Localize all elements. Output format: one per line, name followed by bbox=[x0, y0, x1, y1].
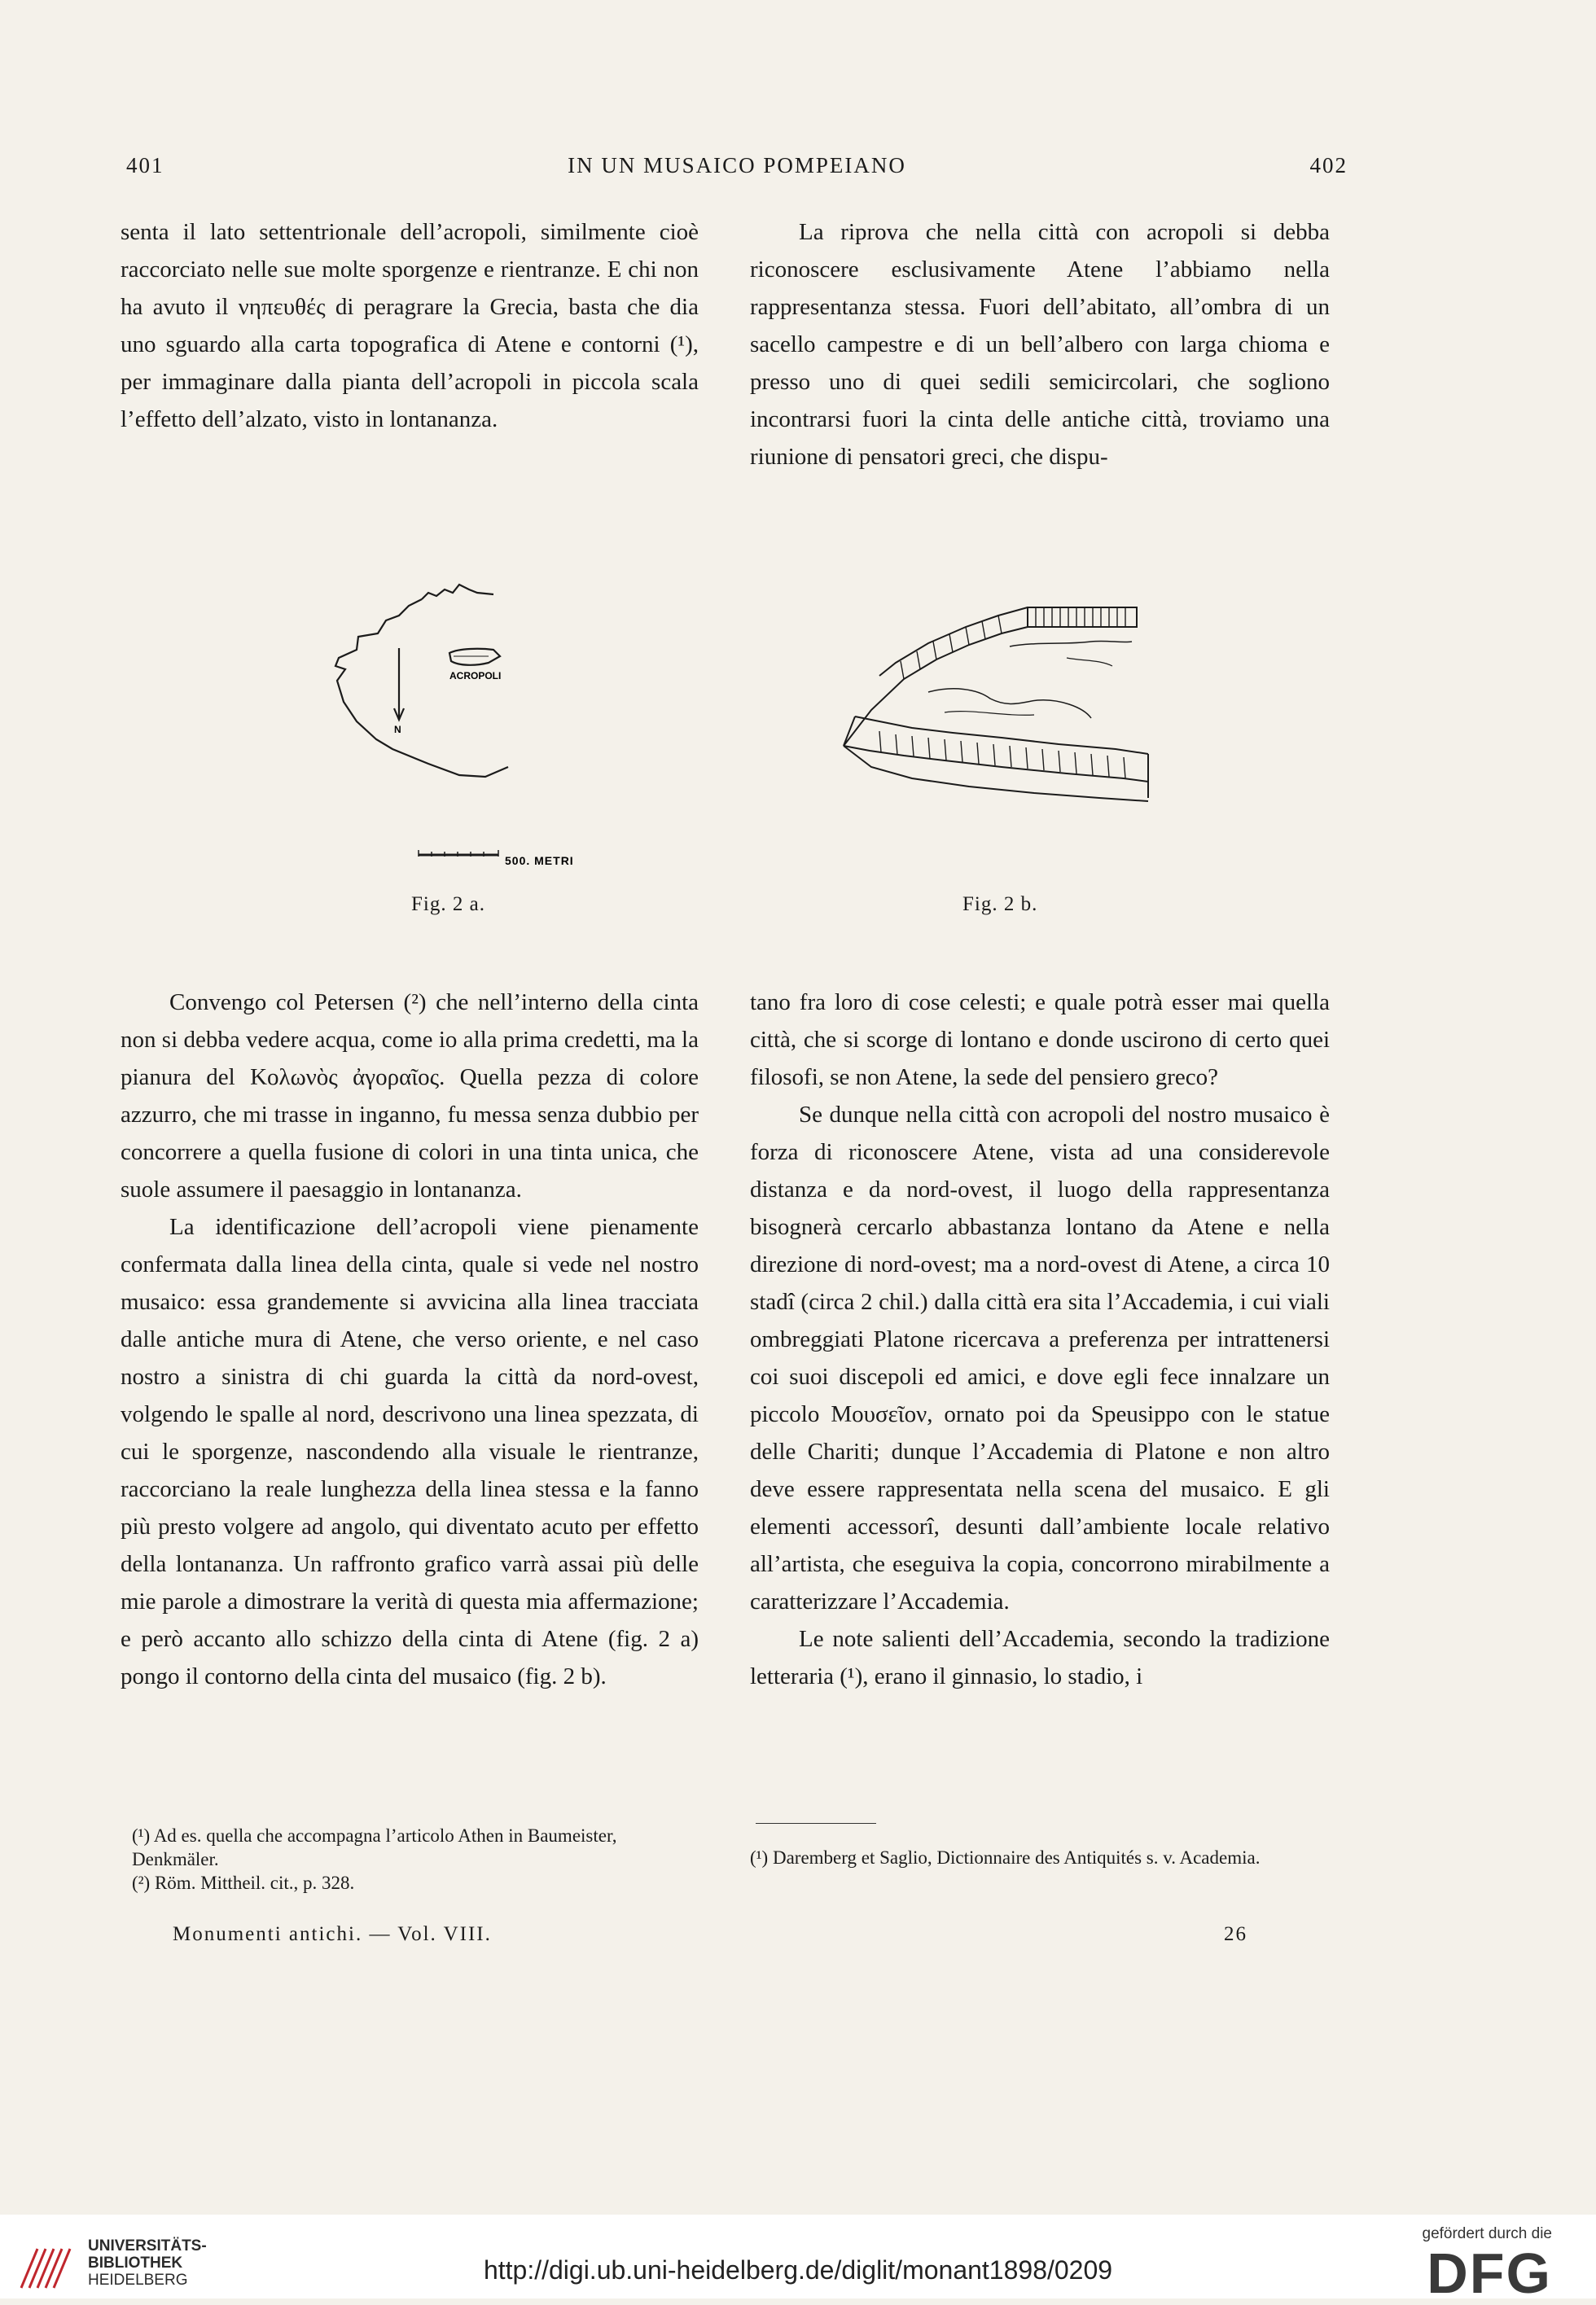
figure-2a-caption: Fig. 2 a. bbox=[411, 893, 485, 915]
running-header bbox=[126, 153, 1348, 186]
north-label: N bbox=[394, 724, 401, 735]
journal-signature: Monumenti antichi. — Vol. VIII. bbox=[173, 1923, 492, 1945]
paragraph: Le note salienti dell’Accademia, secondo la tradizione letteraria (¹), erano il ginnasio, lo stadio, i bbox=[750, 1626, 1330, 1689]
right-column-bottom-text bbox=[750, 984, 1330, 1695]
right-column-top-text bbox=[750, 213, 1330, 475]
left-column-bottom-text bbox=[121, 984, 699, 1695]
paragraph: Convengo col Petersen (²) che nell’interno della cinta non si debba vedere acqua, come io alla prima credetti, ma la pianura del Κολωνὸς ἀγοραῖος. Quella pezza di colore azzurro, che mi trasse in inganno, fu messa senza dubbio per concorrere a quella fusione di colori in una tinta unica, che suole assumere il paesaggio in lontananza. bbox=[121, 989, 699, 1203]
paragraph: La identificazione dell’acropoli viene pienamente confermata dalla linea della cinta, quale si vede nel nostro musaico: essa grandemente si avvicina alla linea tracciata dalle antiche mura di Atene, che verso oriente, e nel caso nostro a sinistra di chi guarda la città da nord-ovest, volgendo le spalle al nord, descrivono una linea spezzata, di cui le sporgenze, nascondendo alla visuale le rientranze, raccorciano la reale lunghezza della linea stessa e la fanno più presto volgere ad angolo, qui diventato acuto per effetto della lontananza. Un raffronto grafico varrà assai più delle mie parole a dimostrare la verità di questa mia affermazione; e però accanto allo schizzo della cinta di Atene (fig. 2 a) pongo il contorno della cinta del musaico (fig. 2 b). bbox=[121, 1214, 699, 1689]
athens-wall-sketch bbox=[285, 570, 594, 887]
sheet-number: 26 bbox=[1224, 1923, 1247, 1945]
paragraph: tano fra loro di cose celesti; e quale potrà esser mai quella città, che si scorge di lontano e donde uscirono di certo quei filosofi, se non Atene, la sede del pensiero greco? bbox=[750, 989, 1330, 1090]
footnote-rule bbox=[756, 1823, 876, 1824]
right-page-number: 402 bbox=[1309, 153, 1348, 177]
scale-label: 500. METRI bbox=[505, 854, 574, 867]
funding-label: gefördert durch die bbox=[1422, 2225, 1552, 2242]
figure-2b-caption: Fig. 2 b. bbox=[962, 893, 1038, 915]
library-line: BIBLIOTHEK bbox=[88, 2255, 183, 2272]
footnote: (¹) Daremberg et Saglio, Dictionnaire des Antiquités s. v. Academia. bbox=[750, 1847, 1261, 1868]
footnotes-left bbox=[132, 1824, 702, 1895]
figure-2a-athens-plan bbox=[285, 570, 594, 887]
footnote: (²) Röm. Mittheil. cit., p. 328. bbox=[132, 1873, 355, 1893]
left-page-number: 401 bbox=[126, 153, 164, 177]
figure-2b-mosaic-wall bbox=[822, 594, 1173, 839]
left-column-top-text bbox=[121, 213, 699, 438]
mosaic-wall-sketch bbox=[822, 594, 1173, 839]
library-line: UNIVERSITÄTS- bbox=[88, 2237, 207, 2255]
running-title: IN UN MUSAICO POMPEIANO bbox=[568, 153, 906, 177]
library-line: HEIDELBERG bbox=[88, 2272, 188, 2289]
paragraph: senta il lato settentrionale dell’acropoli, similmente cioè raccorciato nelle sue molte sporgenze e rientranze. E chi non ha avuto il νηπευθές di peragrare la Grecia, basta che dia uno sguardo alla carta topografica di Atene e contorni (¹), per immaginare dalla pianta dell’acropoli in piccola scala l’effetto dell’alzato, visto in lontananza. bbox=[121, 219, 699, 432]
paragraph: La riprova che nella città con acropoli si debba riconoscere esclusivamente Atene l’abbiamo nella rappresentanza stessa. Fuori dell’abitato, all’ombra di un sacello campestre e di un bell’albero con larga chioma e presso uno di quei sedili semicircolari, che sogliono incontrarsi fuori la cinta delle antiche città, troviamo una riunione di pensatori greci, che dispu- bbox=[750, 219, 1330, 470]
footnote: (¹) Ad es. quella che accompagna l’articolo Athen in Baumeister, Denkmäler. bbox=[132, 1825, 617, 1869]
permalink-url[interactable]: http://digi.ub.uni-heidelberg.de/diglit/monant1898/0209 bbox=[483, 2255, 1113, 2285]
paragraph: Se dunque nella città con acropoli del nostro musaico è forza di riconoscere Atene, vista ad una considerevole distanza e da nord-ovest, il luogo della rappresentanza bisognerà cercarlo abbastanza lontano da Atene e nella direzione di nord-ovest; ma a nord-ovest di Atene, a circa 10 stadî (circa 2 chil.) dalla città era sita l’Accademia, i cui viali ombreggiati Platone ricercava a preferenza per intrattenersi coi suoi discepoli ed amici, e dove egli fece innalzare un piccolo Μουσεῖον, ornato poi da Speusippo con le statue delle Chariti; dunque l’Accademia di Platone e non altro deve essere rappresentata nella scena del musaico. E gli elementi accessorî, desunti dall’ambiente locale relativo all’artista, che eseguiva la copia, concorrono mirabilmente a caratterizzare l’Accademia. bbox=[750, 1102, 1330, 1615]
footnotes-right bbox=[750, 1846, 1330, 1869]
dfg-logo: DFG bbox=[1427, 2241, 1552, 2305]
acropoli-label: ACROPOLI bbox=[449, 670, 502, 681]
